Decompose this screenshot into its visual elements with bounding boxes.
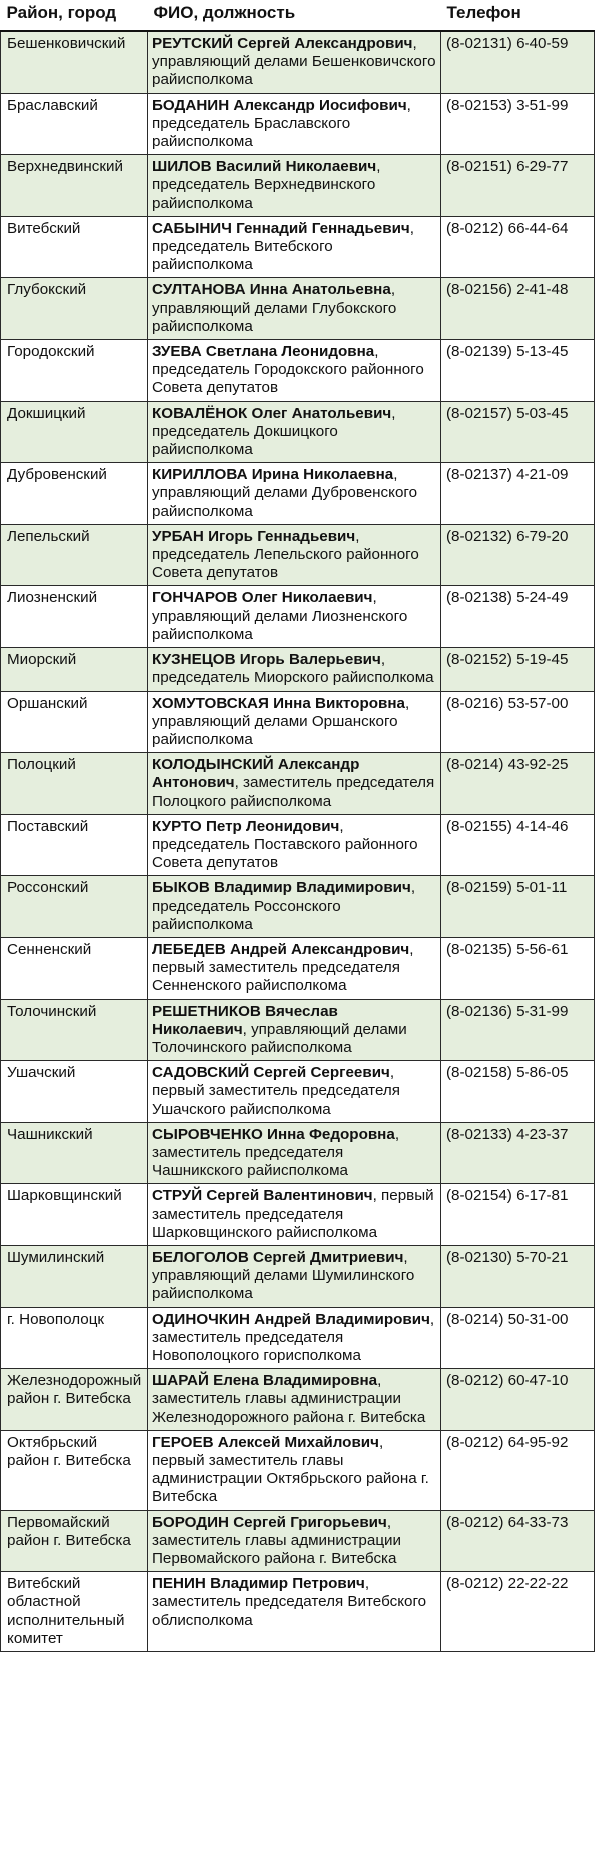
table-row: [1, 1369, 595, 1431]
person-position: , заместитель главы администрации Первомайского района г. Витебска: [152, 1513, 401, 1568]
phone-cell: (8-02153) 3-51-99: [441, 93, 595, 155]
phone-cell: (8-02151) 6-29-77: [441, 155, 595, 217]
person-cell: [148, 691, 441, 753]
district-cell: Сенненский: [1, 937, 148, 999]
table-row: [1, 1061, 595, 1123]
phone-cell: (8-02137) 4-21-09: [441, 463, 595, 525]
phone-cell: (8-0214) 50-31-00: [441, 1307, 595, 1369]
table-row: [1, 1122, 595, 1184]
district-cell: Миорский: [1, 648, 148, 691]
person-position: , председатель Верхнедвинского райисполкома: [152, 158, 381, 212]
district-cell: Первомайский район г. Витебска: [1, 1510, 148, 1572]
person-name: КОЛОДЫНСКИЙ Александр Антонович: [152, 756, 360, 792]
table-row: [1, 876, 595, 938]
header-district: Район, город: [1, 0, 148, 31]
person-cell: [148, 216, 441, 278]
district-cell: Дубровенский: [1, 463, 148, 525]
phone-cell: (8-02156) 2-41-48: [441, 278, 595, 340]
district-cell: Лиозненский: [1, 586, 148, 648]
person-cell: [148, 999, 441, 1061]
person-name: ГОНЧАРОВ Олег Николаевич: [152, 589, 373, 607]
district-cell: Докшицкий: [1, 401, 148, 463]
person-name: ОДИНОЧКИН Андрей Владимирович: [152, 1310, 430, 1328]
district-cell: Витебский областной исполнительный комитет: [1, 1572, 148, 1652]
person-position: , председатель Витебского райисполкома: [152, 219, 414, 274]
person-position: , заместитель председателя Полоцкого райисполкома: [152, 774, 435, 810]
table-row: [1, 691, 595, 753]
table-row: [1, 401, 595, 463]
person-name: СУЛТАНОВА Инна Анатольевна: [152, 281, 391, 299]
person-cell: [148, 648, 441, 691]
district-cell: Витебский: [1, 216, 148, 278]
person-cell: [148, 31, 441, 93]
person-position: , управляющий делами Оршанского райисполкома: [152, 694, 410, 748]
district-cell: Шарковщинский: [1, 1184, 148, 1246]
phone-cell: (8-02130) 5-70-21: [441, 1245, 595, 1307]
person-name: БОРОДИН Сергей Григорьевич: [152, 1513, 387, 1531]
phone-cell: (8-02158) 5-86-05: [441, 1061, 595, 1123]
person-name: РЕУТСКИЙ Сергей Александрович: [152, 35, 413, 52]
person-name: ШАРАЙ Елена Владимировна: [152, 1372, 378, 1390]
person-name: САДОВСКИЙ Сергей Сергеевич: [152, 1064, 390, 1082]
person-position: , председатель Городокского районного Совета депутатов: [152, 343, 424, 397]
phone-cell: (8-02136) 5-31-99: [441, 999, 595, 1061]
person-position: , председатель Докшицкого райисполкома: [152, 404, 396, 459]
person-cell: [148, 753, 441, 815]
district-cell: Октябрьский район г. Витебска: [1, 1430, 148, 1510]
person-position: , первый заместитель главы администрации Октябрьского района г. Витебска: [152, 1433, 429, 1506]
person-cell: [148, 876, 441, 938]
table-row: [1, 1307, 595, 1369]
person-name: КИРИЛЛОВА Ирина Николаевна: [152, 466, 394, 484]
person-name: САБЫНИЧ Геннадий Геннадьевич: [152, 219, 410, 237]
district-cell: Бешенковичский: [1, 31, 148, 93]
person-cell: [148, 1430, 441, 1510]
person-name: ГЕРОЕВ Алексей Михайлович: [152, 1433, 379, 1451]
phone-cell: (8-0212) 22-22-22: [441, 1572, 595, 1652]
district-cell: Чашникский: [1, 1122, 148, 1184]
table-row: [1, 340, 595, 402]
person-name: БЕЛОГОЛОВ Сергей Дмитриевич: [152, 1248, 404, 1266]
table-row: [1, 1510, 595, 1572]
person-cell: [148, 1307, 441, 1369]
phone-cell: (8-02159) 5-01-11: [441, 876, 595, 938]
person-position: , управляющий делами Дубровенского райисполкома: [152, 466, 418, 520]
person-name: ШИЛОВ Василий Николаевич: [152, 158, 377, 176]
district-cell: Россонский: [1, 876, 148, 938]
phone-cell: (8-02154) 6-17-81: [441, 1184, 595, 1246]
person-cell: [148, 937, 441, 999]
person-cell: [148, 278, 441, 340]
phone-cell: (8-02132) 6-79-20: [441, 524, 595, 586]
person-cell: [148, 814, 441, 876]
person-name: ЗУЕВА Светлана Леонидовна: [152, 343, 375, 361]
person-position: , председатель Россонского райисполкома: [152, 879, 416, 933]
person-name: ХОМУТОВСКАЯ Инна Викторовна: [152, 694, 405, 712]
person-name: КУРТО Петр Леонидович: [152, 817, 340, 835]
person-position: , первый заместитель председателя Ушачского райисполкома: [152, 1064, 400, 1118]
person-position: , первый заместитель председателя Шарковщинского райисполкома: [152, 1187, 434, 1241]
district-cell: Ушачский: [1, 1061, 148, 1123]
district-cell: Толочинский: [1, 999, 148, 1061]
table-row: [1, 93, 595, 155]
person-name: КОВАЛЁНОК Олег Анатольевич: [152, 404, 392, 422]
phone-cell: (8-0212) 66-44-64: [441, 216, 595, 278]
phone-cell: (8-02135) 5-56-61: [441, 937, 595, 999]
district-cell: г. Новополоцк: [1, 1307, 148, 1369]
person-cell: [148, 340, 441, 402]
table-header: [1, 0, 595, 31]
table-row: [1, 1245, 595, 1307]
table-row: [1, 463, 595, 525]
district-cell: Поставский: [1, 814, 148, 876]
phone-cell: (8-02133) 4-23-37: [441, 1122, 595, 1184]
phone-cell: (8-0212) 60-47-10: [441, 1369, 595, 1431]
person-position: , заместитель председателя Чашникского райисполкома: [152, 1125, 400, 1180]
person-name: СЫРОВЧЕНКО Инна Федоровна: [152, 1125, 395, 1143]
phone-cell: (8-02139) 5-13-45: [441, 340, 595, 402]
table-body: [1, 31, 595, 1652]
person-name: УРБАН Игорь Геннадьевич: [152, 527, 356, 545]
person-position: , управляющий делами Глубокского райисполкома: [152, 281, 397, 335]
table-row: [1, 155, 595, 217]
table-row: [1, 524, 595, 586]
person-cell: [148, 524, 441, 586]
table-row: [1, 1572, 595, 1652]
person-position: , управляющий делами Толочинского райисполкома: [152, 1020, 407, 1056]
person-position: , первый заместитель председателя Сенненского райисполкома: [152, 940, 414, 995]
person-cell: [148, 586, 441, 648]
person-cell: [148, 1510, 441, 1572]
person-cell: [148, 1184, 441, 1246]
header-person: ФИО, должность: [148, 0, 441, 31]
phone-cell: (8-02131) 6-40-59: [441, 31, 595, 93]
district-cell: Оршанский: [1, 691, 148, 753]
table-row: [1, 216, 595, 278]
district-cell: Железнодорожный район г. Витебска: [1, 1369, 148, 1431]
person-cell: [148, 1572, 441, 1652]
table-row: [1, 937, 595, 999]
person-position: , председатель Лепельского районного Совета депутатов: [152, 527, 419, 582]
district-cell: Браславский: [1, 93, 148, 155]
person-position: , управляющий делами Бешенковичского райисполкома: [152, 35, 436, 89]
table-row: [1, 586, 595, 648]
phone-cell: (8-0212) 64-33-73: [441, 1510, 595, 1572]
table-row: [1, 31, 595, 93]
phone-cell: (8-0216) 53-57-00: [441, 691, 595, 753]
district-cell: Верхнедвинский: [1, 155, 148, 217]
header-phone: Телефон: [441, 0, 595, 31]
phone-cell: (8-0212) 64-95-92: [441, 1430, 595, 1510]
person-name: КУЗНЕЦОВ Игорь Валерьевич: [152, 651, 381, 669]
person-cell: [148, 401, 441, 463]
district-cell: Городокский: [1, 340, 148, 402]
phone-cell: (8-02155) 4-14-46: [441, 814, 595, 876]
person-cell: [148, 93, 441, 155]
person-name: РЕШЕТНИКОВ Вячеслав Николаевич: [152, 1002, 338, 1038]
person-position: , председатель Миорского райисполкома: [152, 651, 434, 687]
person-cell: [148, 1369, 441, 1431]
phone-cell: (8-02157) 5-03-45: [441, 401, 595, 463]
phone-cell: (8-0214) 43-92-25: [441, 753, 595, 815]
district-cell: Лепельский: [1, 524, 148, 586]
person-name: ЛЕБЕДЕВ Андрей Александрович: [152, 940, 410, 958]
table-row: [1, 814, 595, 876]
person-position: , председатель Браславского райисполкома: [152, 96, 411, 151]
phone-cell: (8-02152) 5-19-45: [441, 648, 595, 691]
table-row: [1, 1430, 595, 1510]
person-position: , заместитель председателя Новополоцкого горисполкома: [152, 1310, 435, 1364]
district-cell: Шумилинский: [1, 1245, 148, 1307]
district-cell: Полоцкий: [1, 753, 148, 815]
table-row: [1, 753, 595, 815]
table-row: [1, 999, 595, 1061]
table-row: [1, 648, 595, 691]
person-cell: [148, 1245, 441, 1307]
person-cell: [148, 1061, 441, 1123]
table-row: [1, 278, 595, 340]
person-name: СТРУЙ Сергей Валентинович: [152, 1187, 373, 1205]
person-position: , председатель Поставского районного Совета депутатов: [152, 817, 418, 872]
header-row: [1, 0, 595, 31]
person-cell: [148, 463, 441, 525]
person-position: , управляющий делами Шумилинского райисполкома: [152, 1248, 415, 1303]
person-cell: [148, 1122, 441, 1184]
district-cell: Глубокский: [1, 278, 148, 340]
phone-cell: (8-02138) 5-24-49: [441, 586, 595, 648]
person-cell: [148, 155, 441, 217]
table-row: [1, 1184, 595, 1246]
person-name: БОДАНИН Александр Иосифович: [152, 96, 407, 114]
person-name: БЫКОВ Владимир Владимирович: [152, 879, 411, 897]
person-name: ПЕНИН Владимир Петрович: [152, 1575, 365, 1593]
person-position: , управляющий делами Лиозненского райисполкома: [152, 589, 408, 643]
person-position: , заместитель председателя Витебского облисполкома: [152, 1575, 427, 1629]
person-position: , заместитель главы администрации Железнодорожного района г. Витебска: [152, 1372, 426, 1426]
